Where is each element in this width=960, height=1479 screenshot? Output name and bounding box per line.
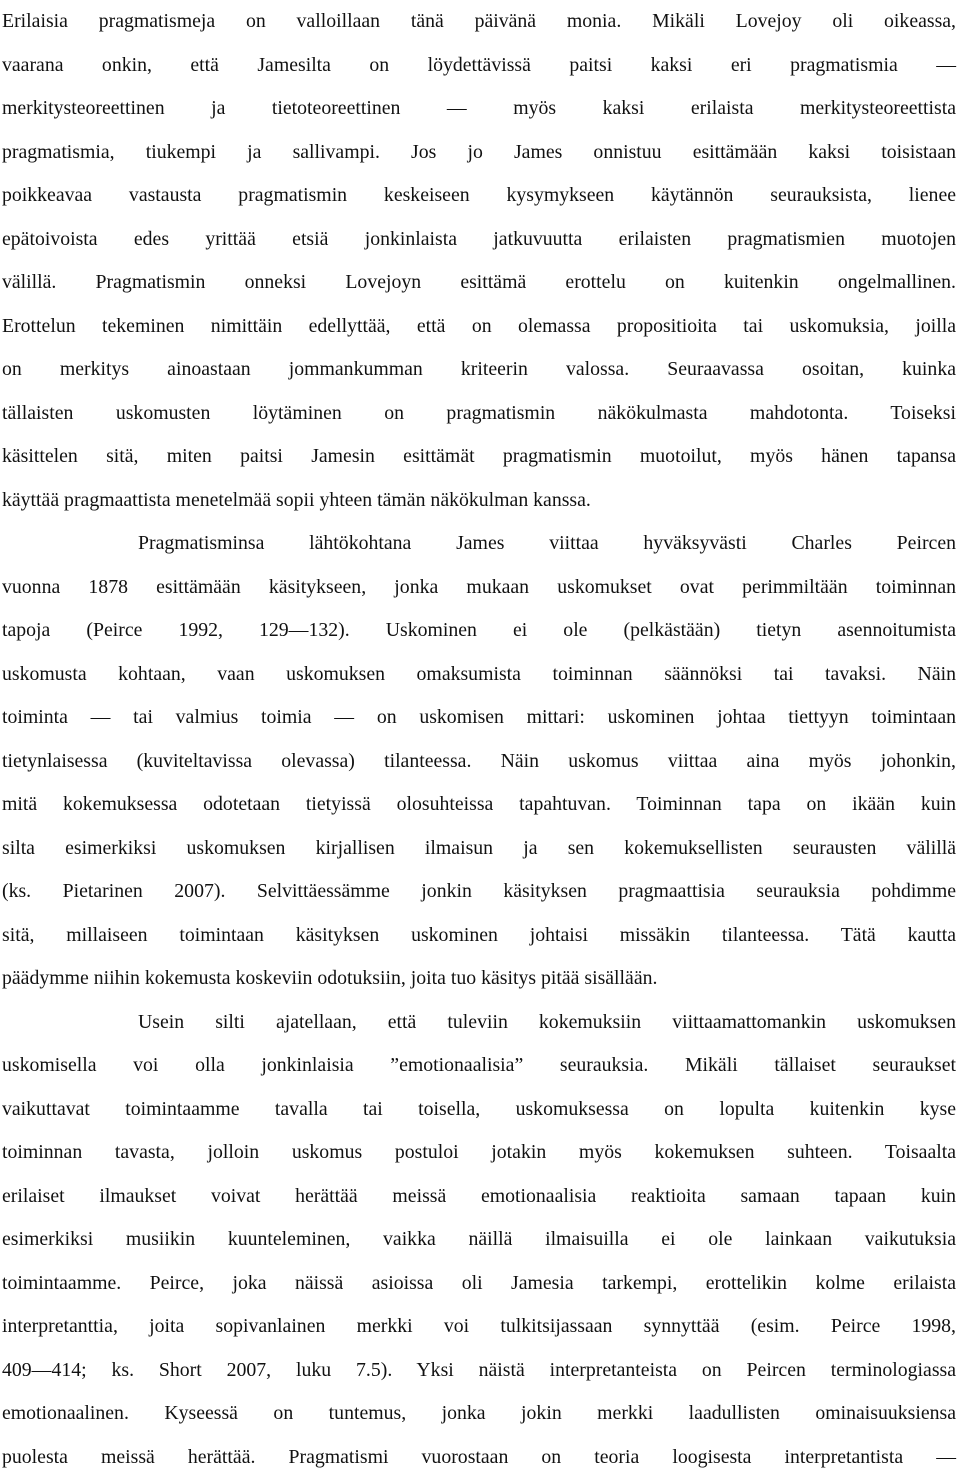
text-line: Erilaisia pragmatismeja on valloillaan tänä päivänä monia. Mikäli Lovejoy oli oikeassa, xyxy=(2,0,956,44)
text-line: pragmatismia, tiukempi ja sallivampi. Jos jo James onnistuu esittämään kaksi toisistaan xyxy=(2,131,956,175)
text-line: poikkeavaa vastausta pragmatismin keskeiseen kysymykseen käytännön seurauksista, lienee xyxy=(2,174,956,218)
text-line: erilaiset ilmaukset voivat herättää meissä emotionaalisia reaktioita samaan tapaan kuin xyxy=(2,1175,956,1219)
text-line: emotionaalinen. Kyseessä on tuntemus, jonka jokin merkki laadullisten ominaisuuksiensa xyxy=(2,1392,956,1436)
text-line: Pragmatisminsa lähtökohtana James viittaa hyväksyvästi Charles Peircen xyxy=(2,522,956,566)
text-line: sitä, millaiseen toimintaan käsityksen uskominen johtaisi missäkin tilanteessa. Tätä kautta xyxy=(2,914,956,958)
text-line: epätoivoista edes yrittää etsiä jonkinlaista jatkuvuutta erilaisten pragmatismien muotojen xyxy=(2,218,956,262)
paragraph-p3 xyxy=(2,1001,956,1479)
text-line: on merkitys ainoastaan jommankumman kriteerin valossa. Seuraavassa osoitan, kuinka xyxy=(2,348,956,392)
text-line: toiminnan tavasta, jolloin uskomus postuloi jotakin myös kokemuksen suhteen. Toisaalta xyxy=(2,1131,956,1175)
text-line: uskomisella voi olla jonkinlaisia ”emotionaalisia” seurauksia. Mikäli tällaiset seuraukset xyxy=(2,1044,956,1088)
text-line: toiminta — tai valmius toimia — on uskomisen mittari: uskominen johtaa tiettyyn toimintaan xyxy=(2,696,956,740)
text-line: Usein silti ajatellaan, että tuleviin kokemuksiin viittaamattomankin uskomuksen xyxy=(2,1001,956,1045)
text-line: (ks. Pietarinen 2007). Selvittäessämme jonkin käsityksen pragmaattisia seurauksia pohdimme xyxy=(2,870,956,914)
text-line: merkitysteoreettinen ja tietoteoreettinen — myös kaksi erilaista merkitysteoreettista xyxy=(2,87,956,131)
paragraph-p1 xyxy=(2,0,956,522)
paragraph-p2 xyxy=(2,522,956,1001)
text-line: puolesta meissä herättää. Pragmatismi vuorostaan on teoria loogisesta interpretantista — xyxy=(2,1436,956,1479)
text-line: Erottelun tekeminen nimittäin edellyttää, että on olemassa propositioita tai uskomuksia, joilla xyxy=(2,305,956,349)
text-line: interpretanttia, joita sopivanlainen merkki voi tulkitsijassaan synnyttää (esim. Peirce 1998, xyxy=(2,1305,956,1349)
text-line: vuonna 1878 esittämään käsitykseen, jonka mukaan uskomukset ovat perimmiltään toiminnan xyxy=(2,566,956,610)
text-line: esimerkiksi musiikin kuunteleminen, vaikka näillä ilmaisuilla ei ole lainkaan vaikutuksia xyxy=(2,1218,956,1262)
text-line: päädymme niihin kokemusta koskeviin odotuksiin, joita tuo käsitys pitää sisällään. xyxy=(2,957,956,1001)
text-line: käsittelen sitä, miten paitsi Jamesin esittämät pragmatismin muotoilut, myös hänen tapansa xyxy=(2,435,956,479)
text-line: välillä. Pragmatismin onneksi Lovejoyn esittämä erottelu on kuitenkin ongelmallinen. xyxy=(2,261,956,305)
text-line: mitä kokemuksessa odotetaan tietyissä olosuhteissa tapahtuvan. Toiminnan tapa on ikään kuin xyxy=(2,783,956,827)
text-line: uskomusta kohtaan, vaan uskomuksen omaksumista toiminnan säännöksi tai tavaksi. Näin xyxy=(2,653,956,697)
text-line: vaikuttavat toimintaamme tavalla tai toisella, uskomuksessa on lopulta kuitenkin kyse xyxy=(2,1088,956,1132)
text-line: tällaisten uskomusten löytäminen on pragmatismin näkökulmasta mahdotonta. Toiseksi xyxy=(2,392,956,436)
text-line: tietynlaisessa (kuviteltavissa olevassa) tilanteessa. Näin uskomus viittaa aina myös johonkin, xyxy=(2,740,956,784)
text-line: käyttää pragmaattista menetelmää sopii yhteen tämän näkökulman kanssa. xyxy=(2,479,956,523)
text-line: silta esimerkiksi uskomuksen kirjallisen ilmaisun ja sen kokemuksellisten seurausten välillä xyxy=(2,827,956,871)
text-line: 409—414; ks. Short 2007, luku 7.5). Yksi näistä interpretanteista on Peircen terminologiassa xyxy=(2,1349,956,1393)
text-line: toimintaamme. Peirce, joka näissä asioissa oli Jamesia tarkempi, erottelikin kolme erilaista xyxy=(2,1262,956,1306)
text-line: vaarana onkin, että Jamesilta on löydettävissä paitsi kaksi eri pragmatismia — xyxy=(2,44,956,88)
text-line: tapoja (Peirce 1992, 129—132). Uskominen ei ole (pelkästään) tietyn asennoitumista xyxy=(2,609,956,653)
